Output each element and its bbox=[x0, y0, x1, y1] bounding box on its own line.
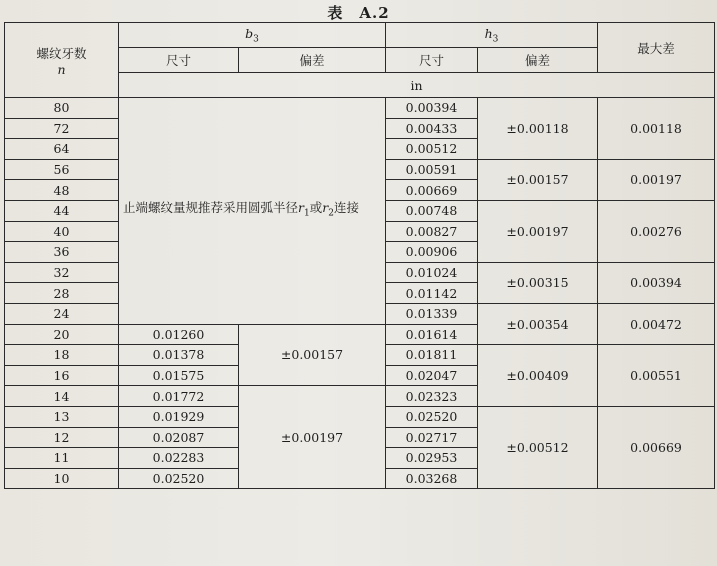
cell-thread-count: 28 bbox=[5, 283, 119, 304]
cell-h3-size: 0.02953 bbox=[386, 448, 478, 469]
cell-b3-size: 0.01260 bbox=[119, 324, 239, 345]
cell-b3-deviation: ±0.00197 bbox=[239, 386, 386, 489]
note-text-3: 连接 bbox=[333, 200, 359, 216]
cell-max-diff: 0.00394 bbox=[598, 262, 715, 303]
cell-thread-count: 10 bbox=[5, 468, 119, 489]
note-text-2: 或 bbox=[309, 200, 323, 216]
note-cell bbox=[119, 98, 386, 325]
header-h3-symbol: h bbox=[484, 25, 493, 41]
cell-thread-count: 40 bbox=[5, 221, 119, 242]
cell-thread-count: 72 bbox=[5, 118, 119, 139]
cell-h3-size: 0.03268 bbox=[386, 468, 478, 489]
cell-thread-count: 24 bbox=[5, 303, 119, 324]
header-h3-sub: 3 bbox=[492, 34, 499, 45]
cell-thread-count: 64 bbox=[5, 139, 119, 160]
cell-thread-count: 80 bbox=[5, 98, 119, 119]
cell-max-diff: 0.00472 bbox=[598, 303, 715, 344]
header-thread-count-symbol: n bbox=[57, 61, 66, 77]
cell-h3-deviation: ±0.00157 bbox=[478, 159, 598, 200]
cell-h3-size: 0.02717 bbox=[386, 427, 478, 448]
cell-h3-size: 0.02047 bbox=[386, 365, 478, 386]
note-r1: r bbox=[298, 200, 304, 216]
cell-h3-size: 0.01811 bbox=[386, 345, 478, 366]
header-h3-deviation: 偏差 bbox=[478, 48, 598, 73]
cell-h3-size: 0.00394 bbox=[386, 98, 478, 119]
note-r2: r bbox=[322, 200, 329, 216]
cell-b3-deviation: ±0.00157 bbox=[239, 324, 386, 386]
note-r1-sub: 1 bbox=[304, 208, 310, 219]
cell-h3-size: 0.00669 bbox=[386, 180, 478, 201]
cell-thread-count: 56 bbox=[5, 159, 119, 180]
cell-b3-size: 0.01575 bbox=[119, 365, 239, 386]
cell-thread-count: 44 bbox=[5, 200, 119, 221]
header-h3-size: 尺寸 bbox=[386, 48, 478, 73]
cell-h3-size: 0.00591 bbox=[386, 159, 478, 180]
cell-max-diff: 0.00197 bbox=[598, 159, 715, 200]
header-b3-sub: 3 bbox=[253, 34, 259, 45]
cell-thread-count: 13 bbox=[5, 406, 119, 427]
cell-b3-size: 0.02087 bbox=[119, 427, 239, 448]
cell-thread-count: 36 bbox=[5, 242, 119, 263]
cell-h3-size: 0.00512 bbox=[386, 139, 478, 160]
cell-thread-count: 48 bbox=[5, 180, 119, 201]
header-thread-count-label: 螺纹牙数 bbox=[36, 45, 87, 61]
header-b3-symbol: b bbox=[245, 25, 254, 41]
cell-b3-size: 0.01378 bbox=[119, 345, 239, 366]
cell-b3-size: 0.01772 bbox=[119, 386, 239, 407]
cell-thread-count: 32 bbox=[5, 262, 119, 283]
table-row bbox=[5, 98, 715, 119]
data-table bbox=[4, 22, 715, 489]
cell-max-diff: 0.00276 bbox=[598, 200, 715, 262]
cell-max-diff: 0.00669 bbox=[598, 406, 715, 488]
header-b3 bbox=[119, 23, 386, 48]
cell-h3-size: 0.01339 bbox=[386, 303, 478, 324]
cell-h3-size: 0.00433 bbox=[386, 118, 478, 139]
cell-h3-deviation: ±0.00354 bbox=[478, 303, 598, 344]
cell-h3-deviation: ±0.00409 bbox=[478, 345, 598, 407]
cell-h3-size: 0.00906 bbox=[386, 242, 478, 263]
cell-h3-size: 0.01024 bbox=[386, 262, 478, 283]
cell-b3-size: 0.02520 bbox=[119, 468, 239, 489]
cell-thread-count: 14 bbox=[5, 386, 119, 407]
note-text-1: 止端螺纹量规推荐采用圆弧半径 bbox=[123, 200, 299, 216]
cell-thread-count: 18 bbox=[5, 345, 119, 366]
header-b3-deviation: 偏差 bbox=[239, 48, 386, 73]
note-r2-sub: 2 bbox=[328, 208, 334, 219]
header-thread-count bbox=[5, 23, 119, 98]
cell-thread-count: 12 bbox=[5, 427, 119, 448]
header-max-diff: 最大差 bbox=[598, 23, 715, 73]
cell-h3-size: 0.00827 bbox=[386, 221, 478, 242]
cell-h3-deviation: ±0.00118 bbox=[478, 98, 598, 160]
cell-max-diff: 0.00551 bbox=[598, 345, 715, 407]
cell-h3-deviation: ±0.00315 bbox=[478, 262, 598, 303]
cell-h3-size: 0.02520 bbox=[386, 406, 478, 427]
table-title: 表 A.2 bbox=[327, 4, 390, 22]
cell-thread-count: 20 bbox=[5, 324, 119, 345]
cell-thread-count: 11 bbox=[5, 448, 119, 469]
cell-h3-deviation: ±0.00197 bbox=[478, 200, 598, 262]
cell-h3-size: 0.01614 bbox=[386, 324, 478, 345]
header-h3 bbox=[386, 23, 598, 48]
cell-b3-size: 0.01929 bbox=[119, 406, 239, 427]
cell-h3-size: 0.02323 bbox=[386, 386, 478, 407]
cell-thread-count: 16 bbox=[5, 365, 119, 386]
cell-h3-size: 0.01142 bbox=[386, 283, 478, 304]
cell-h3-size: 0.00748 bbox=[386, 200, 478, 221]
header-b3-size: 尺寸 bbox=[119, 48, 239, 73]
cell-max-diff: 0.00118 bbox=[598, 98, 715, 160]
cell-h3-deviation: ±0.00512 bbox=[478, 406, 598, 488]
header-unit: in bbox=[119, 73, 715, 98]
cell-b3-size: 0.02283 bbox=[119, 448, 239, 469]
